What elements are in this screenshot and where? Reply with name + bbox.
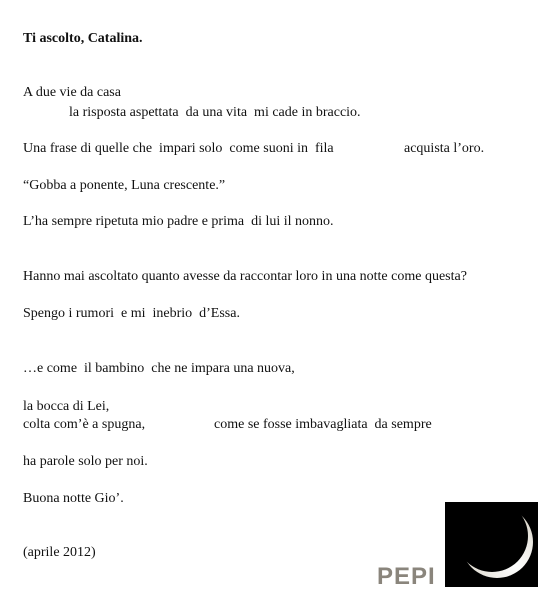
poem-line: A due vie da casa: [23, 85, 121, 100]
poem-line: acquista l’oro.: [404, 141, 485, 156]
author-signature: PEPI: [377, 563, 436, 590]
poem-line: Spengo i rumori e mi inebrio d’Essa.: [23, 306, 240, 321]
crescent-moon-icon: [445, 502, 538, 587]
poem-date: (aprile 2012): [23, 545, 96, 560]
poem-title: Ti ascolto, Catalina.: [23, 31, 143, 46]
poem-line: la risposta aspettata da una vita mi cade in braccio.: [69, 105, 361, 120]
poem-line: come se fosse imbavagliata da sempre: [214, 417, 432, 432]
poem-line: Una frase di quelle che impari solo come suoni in fila: [23, 141, 334, 156]
poem-line: “Gobba a ponente, Luna crescente.”: [23, 178, 226, 193]
poem-line: …e come il bambino che ne impara una nuova,: [23, 361, 295, 376]
poem-line: la bocca di Lei,: [23, 399, 110, 414]
poem-line: ha parole solo per noi.: [23, 454, 148, 469]
poem-line: Buona notte Gio’.: [23, 491, 124, 506]
poem-line: L’ha sempre ripetuta mio padre e prima di lui il nonno.: [23, 214, 334, 229]
moon-image: [445, 502, 538, 587]
poem-line: Hanno mai ascoltato quanto avesse da raccontar loro in una notte come questa?: [23, 269, 467, 284]
poem-line: colta com’è a spugna,: [23, 417, 146, 432]
